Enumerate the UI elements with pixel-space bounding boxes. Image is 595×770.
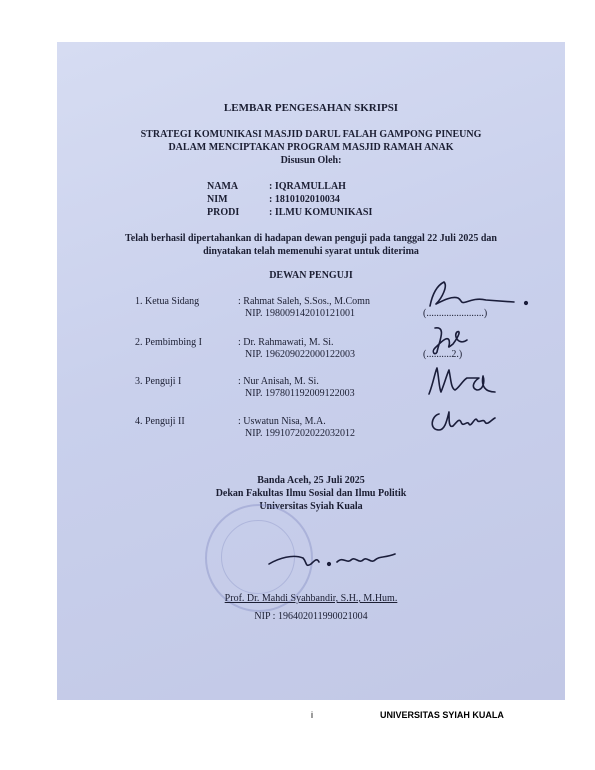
author-name-label: NAMA	[207, 181, 239, 192]
committee-role-3: 3. Penguji I	[135, 376, 182, 387]
committee-heading: DEWAN PENGUJI	[269, 270, 353, 281]
dean-name: Prof. Dr. Mahdi Syahbandir, S.H., M.Hum.	[224, 593, 398, 604]
committee-name-2: : Dr. Rahmawati, M. Si.	[238, 337, 334, 348]
signature-dean	[263, 542, 403, 572]
author-name-value: : IQRAMULLAH	[269, 181, 346, 192]
committee-nip-4: NIP. 199107202022032012	[245, 428, 356, 439]
statement-line-2: dinyatakan telah memenuhi syarat untuk diterima	[203, 246, 419, 257]
signature-pembimbing	[427, 322, 483, 358]
page-number: i	[311, 710, 313, 720]
page-heading: LEMBAR PENGESAHAN SKRIPSI	[223, 102, 399, 114]
committee-nip-3: NIP. 197801192009122003	[245, 388, 355, 399]
committee-nip-1: NIP. 198009142010121001	[245, 308, 356, 319]
author-nim-label: NIM	[207, 194, 228, 205]
footer-institution: UNIVERSITAS SYIAH KUALA	[380, 710, 504, 720]
signature-line-2: (..........2.)	[423, 349, 463, 360]
committee-role-2: 2. Pembimbing I	[135, 337, 202, 348]
scanned-document-photo	[57, 42, 565, 700]
thesis-title-line-2: DALAM MENCIPTAKAN PROGRAM MASJID RAMAH ANAK	[168, 142, 454, 153]
dean-title-line-2: Universitas Syiah Kuala	[259, 501, 363, 512]
committee-name-3: : Nur Anisah, M. Si.	[238, 376, 319, 387]
signature-penguji-1	[423, 364, 503, 398]
place-date: Banda Aceh, 25 Juli 2025	[257, 475, 365, 486]
committee-name-4: : Uswatun Nisa, M.A.	[238, 416, 326, 427]
dean-nip: NIP : 196402011990021004	[254, 611, 368, 622]
signature-ketua-sidang	[422, 278, 532, 314]
author-prodi-value: : ILMU KOMUNIKASI	[269, 207, 373, 218]
dean-title-line-1: Dekan Fakultas Ilmu Sosial dan Ilmu Politik	[215, 488, 407, 499]
thesis-title-line-1: STRATEGI KOMUNIKASI MASJID DARUL FALAH GAMPONG PINEUNG	[140, 129, 482, 140]
prepared-by-label: Disusun Oleh:	[280, 155, 342, 166]
author-prodi-label: PRODI	[207, 207, 240, 218]
committee-nip-2: NIP. 196209022000122003	[245, 349, 356, 360]
committee-name-1: : Rahmat Saleh, S.Sos., M.Comn	[238, 296, 370, 307]
signature-penguji-2	[425, 406, 501, 436]
committee-role-4: 4. Penguji II	[135, 416, 185, 427]
committee-role-1: 1. Ketua Sidang	[135, 296, 200, 307]
statement-line-1: Telah berhasil dipertahankan di hadapan dewan penguji pada tanggal 22 Juli 2025 dan	[125, 233, 497, 244]
author-nim-value: : 1810102010034	[269, 194, 340, 205]
signature-line-1: (.......................)	[423, 308, 488, 319]
